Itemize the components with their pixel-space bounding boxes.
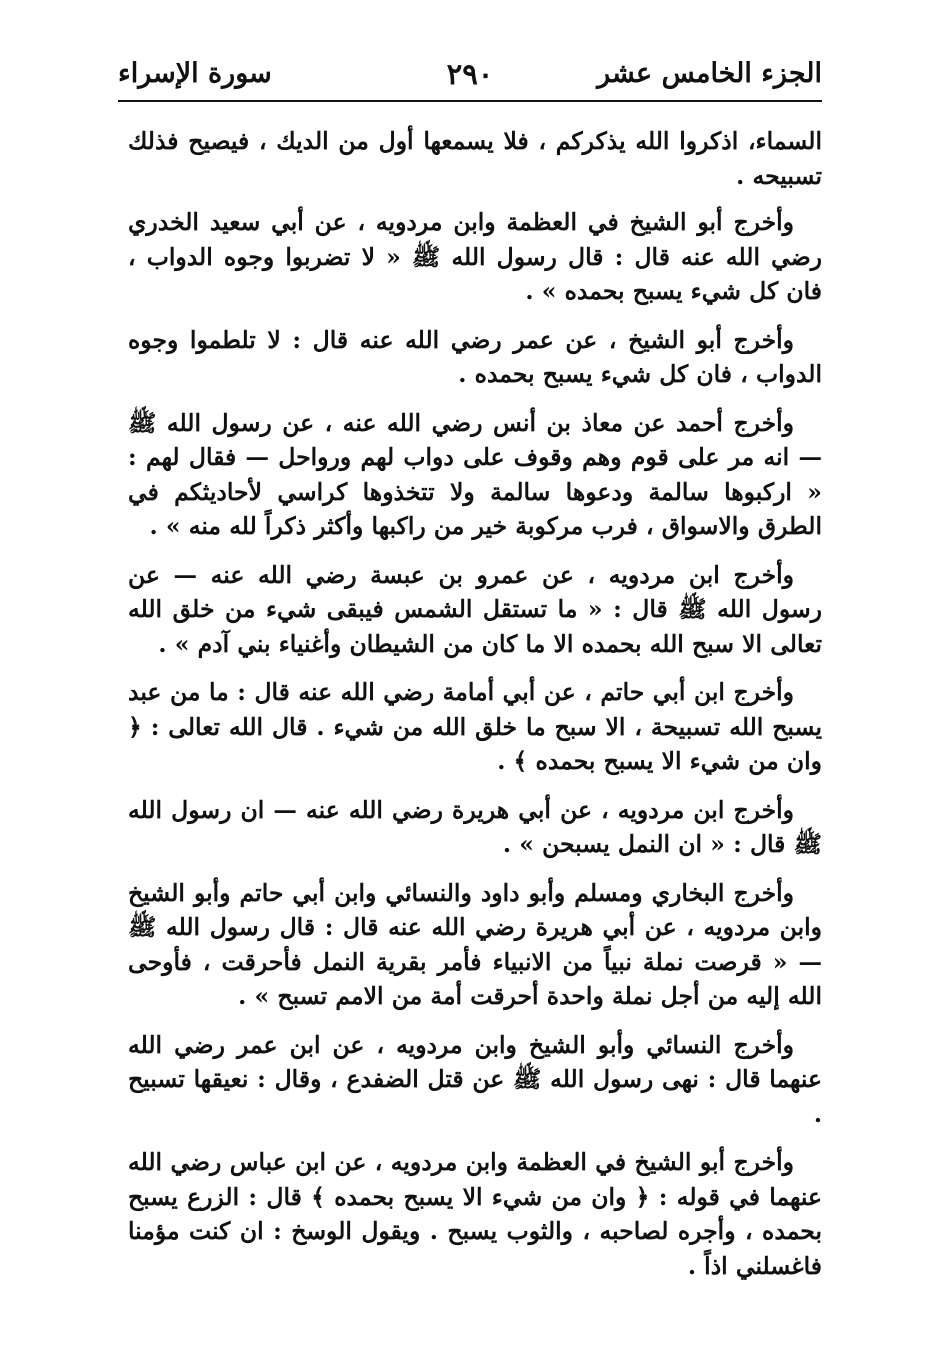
paragraph: وأخرج البخاري ومسلم وأبو داود والنسائي وابن أبي حاتم وأبو الشيخ وابن مردويه ، عن أبي هريرة رضي الله عنه قال : قال رسول الله ﷺ — « قرصت نملة نبياً من الانبياء فأمر بقرية النمل فأحرقت ، فأوحى الله إليه من أجل نملة واحدة أحرقت أمة من الامم تسبح » .	[128, 878, 822, 1010]
running-header	[118, 52, 822, 100]
paragraph: وأخرج ابن أبي حاتم ، عن أبي أمامة رضي الله عنه قال : ما من عبد يسبح الله تسبيحة ، الا سبح ما خلق الله من شيء . قال الله تعالى : ﴿ وان من شيء الا يسبح بحمده ﴾ .	[128, 678, 822, 775]
paragraph: وأخرج ابن مردويه ، عن أبي هريرة رضي الله عنه — ان رسول الله ﷺ قال : « ان النمل يسبحن » .	[128, 795, 822, 858]
paragraph: وأخرج ابن مردويه ، عن عمرو بن عبسة رضي الله عنه — عن رسول الله ﷺ قال : « ما تستقل الشمس فيبقى شيء من خلق الله تعالى الا سبح الله بحمده الا ما كان من الشيطان وأغنياء بني آدم » .	[128, 560, 822, 658]
header-rule	[118, 100, 822, 102]
paragraph: وأخرج أبو الشيخ في العظمة وابن مردويه ، عن أبي سعيد الخدري رضي الله عنه قال : قال رسول الله ﷺ « لا تضربوا وجوه الدواب ، فان كل شيء يسبح بحمده » .	[128, 208, 822, 305]
text-body	[128, 124, 822, 1297]
surah-title: سورة الإسراء	[118, 58, 272, 89]
part-title: الجزء الخامس عشر	[597, 58, 822, 89]
paragraph: وأخرج أبو الشيخ في العظمة وابن مردويه ، عن ابن عباس رضي الله عنهما في قوله : ﴿ وان من شيء الا يسبح بحمده ﴾ قال : الزرع يسبح بحمده ، وأجره لصاحبه ، والثوب يسبح . ويقول الوسخ : ان كنت مؤمنا فاغسلني اذاً .	[128, 1148, 822, 1280]
page-number: ٢٩٠	[446, 57, 494, 91]
paragraph: وأخرج النسائي وأبو الشيخ وابن مردويه ، عن ابن عمر رضي الله عنهما قال : نهى رسول الله ﷺ عن قتل الضفدع ، وقال : نعيقها تسبيح .	[128, 1030, 822, 1128]
paragraph: وأخرج أحمد عن معاذ بن أنس رضي الله عنه ، عن رسول الله ﷺ — انه مر على قوم وهم وقوف على دواب لهم ورواحل — فقال لهم : « اركبوها سالمة ودعوها سالمة ولا تتخذوها كراسي لأحاديثكم في الطرق والاسواق ، فرب مركوبة خير من راكبها وأكثر ذكراً لله منه » .	[128, 408, 822, 540]
paragraph: السماء، اذكروا الله يذكركم ، فلا يسمعها أول من الديك ، فيصيح فذلك تسبيحه .	[128, 127, 822, 190]
paragraph: وأخرج أبو الشيخ ، عن عمر رضي الله عنه قال : لا تلطموا وجوه الدواب ، فان كل شيء يسبح بحمده .	[128, 325, 822, 388]
